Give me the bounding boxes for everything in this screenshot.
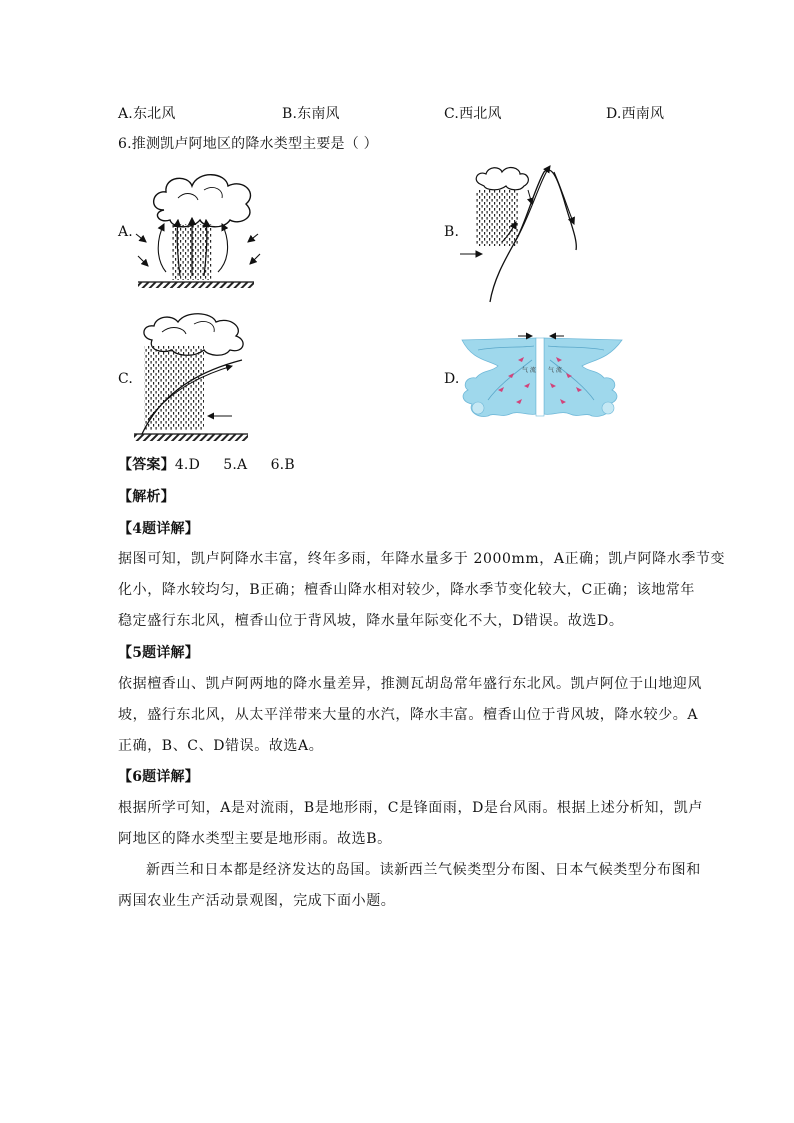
figure-d-label: D. [444,371,460,387]
figure-b-label: B. [444,224,460,240]
typhoon-label-right: 气 流 [548,367,562,374]
q5-detail-line: 坡，盛行东北风，从太平洋带来大量的水汽，降水丰富。檀香山位于背风坡，降水较少。A [118,707,699,723]
q4-detail-heading: 【4题详解】 [118,521,199,537]
option-c: C.西北风 [444,106,502,122]
option-b: B.东南风 [282,106,340,122]
q6-detail-line: 阿地区的降水类型主要是地形雨。故选B。 [118,831,392,847]
q4-detail-line: 化小，降水较均匀，B正确；檀香山降水相对较少，降水季节变化较大，C正确；该地常年 [118,582,695,598]
intro-line: 两国农业生产活动景观图，完成下面小题。 [118,893,396,909]
option-a: A.东北风 [118,106,176,122]
answer-text: 4.D 5.A 6.B [174,457,295,473]
convection-rain-diagram [134,168,266,294]
typhoon-label-left: 气 流 [522,367,536,374]
q6-detail-heading: 【6题详解】 [118,769,199,785]
q5-detail-line: 依据檀香山、凯卢阿两地的降水量差异，推测瓦胡岛常年盛行东北风。凯卢阿位于山地迎风 [118,676,702,692]
q6-detail-line: 根据所学可知，A是对流雨，B是地形雨，C是锋面雨，D是台风雨。根据上述分析知，凯卢 [118,800,703,816]
orographic-rain-diagram [458,160,588,304]
typhoon-rain-diagram [458,330,628,420]
q5-detail-line: 正确，B、C、D错误。故选A。 [118,738,324,754]
answer-tag: 【答案】 [118,457,175,473]
answer-line [118,455,295,475]
figure-a-label: A. [118,224,133,240]
frontal-rain-diagram [132,310,256,446]
figure-c-label: C. [118,371,134,387]
analysis-heading: 【解析】 [118,489,175,505]
intro-line: 新西兰和日本都是经济发达的岛国。读新西兰气候类型分布图、日本气候类型分布图和 [146,862,701,878]
question-6-stem: 6.推测凯卢阿地区的降水类型主要是（ ） [118,136,378,152]
option-d: D.西南风 [606,106,665,122]
q4-detail-line: 稳定盛行东北风，檀香山位于背风坡，降水量年际变化不大，D错误。故选D。 [118,613,624,629]
q5-detail-heading: 【5题详解】 [118,645,199,661]
q4-detail-line: 据图可知，凯卢阿降水丰富，终年多雨，年降水量多于 2000mm，A正确；凯卢阿降水季节变 [118,551,726,567]
